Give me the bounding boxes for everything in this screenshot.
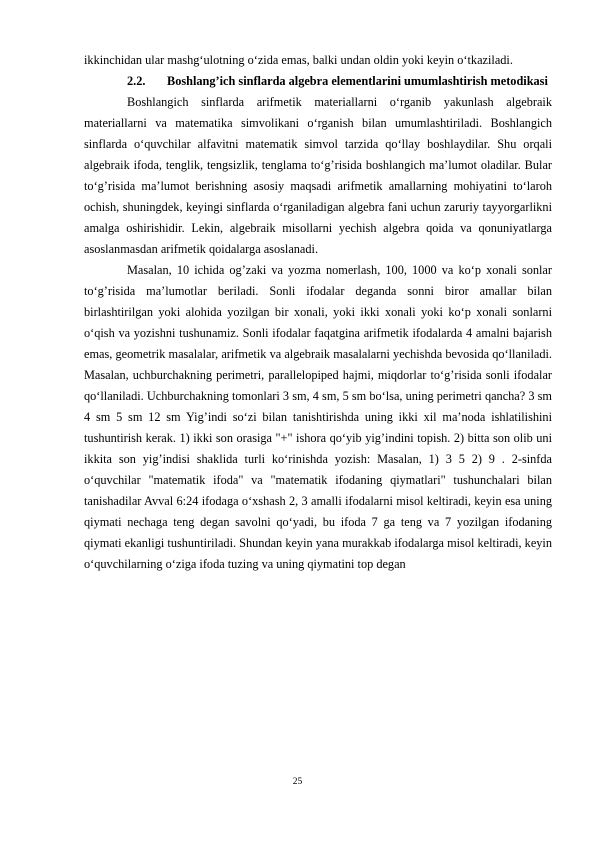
- document-page: [84, 50, 552, 575]
- paragraph-examples: Masalan, 10 ichida og’zaki va yozma nomerlash, 100, 1000 va ko‘p xonali sonlar to‘g’risida ma’lumotlar beriladi. Sonli ifodalar deganda sonni biror amallar bilan birlashtirilgan yoki alohida yozilgan bir xonali, yoki ikki xonali yoki ko‘p xonali sonlarni o‘qish va yozishni tushunamiz. Sonli ifodalar faqatgina arifmetik ifodalarda 4 amalni bajarish emas, geometrik masalalar, arifmetik va algebraik masalalarni yechishda bevosida qo‘llaniladi. Masalan, uchburchakning perimetri, parallelopiped hajmi, miqdorlar to‘g’risida sonli ifodalar qo‘llaniladi. Uchburchakning tomonlari 3 sm, 4 sm, 5 sm bo‘lsa, uning perimetri qancha? 3 sm 4 sm 5 sm 12 sm Yig’indi so‘zi bilan tanishtirishda uning ikki xil ma’noda ishlatilishini tushuntirish kerak. 1) ikki son orasiga "+" ishora qo‘yib yig’indini topish. 2) bitta son olib uni ikkita son yig’indisi shaklida turli ko‘rinishda yozish: Masalan, 1) 3 5 2) 9 . 2-sinfda o‘quvchilar "matematik ifoda" va "matematik ifodaning qiymatlari" tushunchalari bilan tanishadilar Avval 6:24 ifodaga o‘xshash 2, 3 amalli ifodalarni misol keltiradi, keyin esa uning qiymati nechaga teng degan savolni qo‘yadi, bu ifoda 7 ga teng va 7 yozilgan ifodaning qiymati ekanligi tushuntiriladi. Shundan keyin yana murakkab ifodalarga misol keltiradi, keyin o‘quvchilarning o‘ziga ifoda tuzing va uning qiymatini top degan: [84, 263, 552, 571]
- paragraph-intro: Boshlangich sinflarda arifmetik materiallarni o‘rganib yakunlash algebraik materiallarni va matematika simvolikani o‘rganish bilan umumlashtiriladi. Boshlangich sinflarda o‘quvchilar alfavitni matematik simvol tarzida qo‘llay boshlaydilar. Shu orqali algebraik ifoda, tenglik, tengsizlik, tenglama to‘g’risida boshlangich ma’lumot oladilar. Bular to‘g’risida ma’lumot berishning asosiy maqsadi arifmetik amallarning mohiyatini to‘laroh ochish, shuningdek, keyingi sinflarda o‘rganiladigan algebra fani uchun zaruriy tayyorgarlikni amalga oshirishidir. Lekin, algebraik misollarni yechish algebra qoida va qonuniyatlarga asoslanmasdan arifmetik qoidalarga asoslanadi.: [84, 95, 552, 256]
- paragraph-continuation: ikkinchidan ular mashg‘ulotning o‘zida emas, balki undan oldin yoki keyin o‘tkaziladi.: [84, 53, 513, 67]
- page-number: 25: [292, 777, 303, 787]
- section-title: Boshlang’ich sinflarda algebra elementlarini umumlashtirish metodikasi: [167, 74, 548, 88]
- section-heading: [84, 71, 552, 92]
- section-number: 2.2.: [127, 74, 146, 88]
